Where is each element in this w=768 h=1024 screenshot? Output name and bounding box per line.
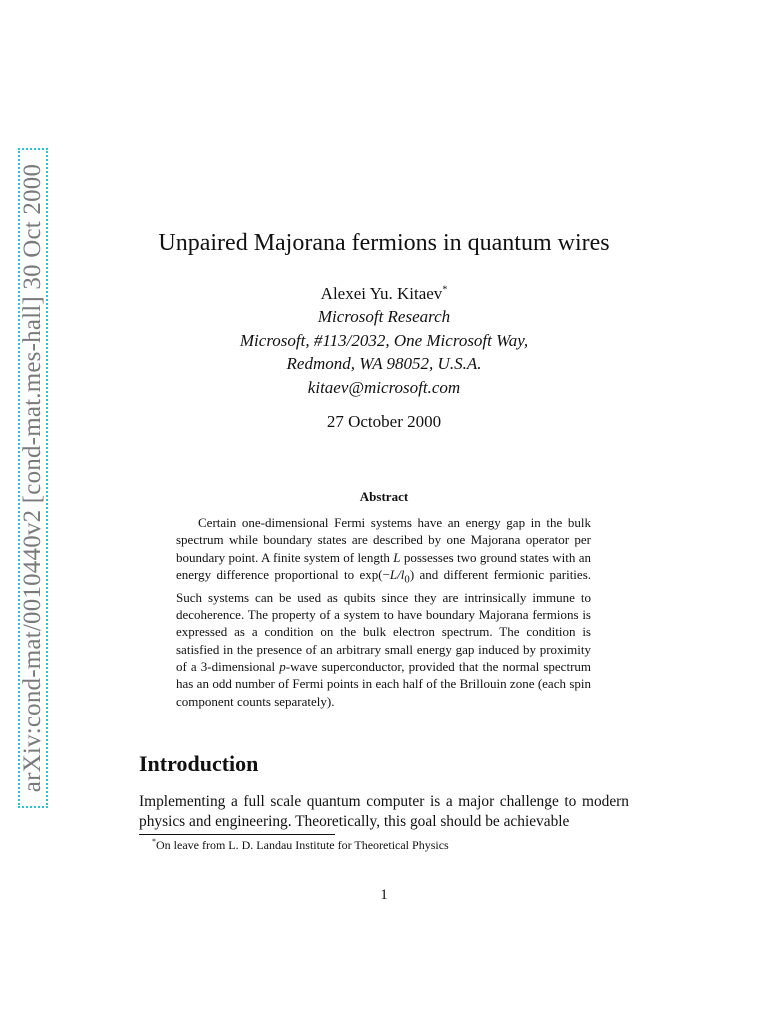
author-name (0, 284, 768, 304)
footnote-divider (139, 834, 335, 835)
abstract-symbol-p: p (279, 658, 286, 674)
affiliation-address-line-2: Redmond, WA 98052, U.S.A. (286, 354, 482, 373)
footnote-text: On leave from L. D. Landau Institute for Theoretical Physics (156, 838, 449, 852)
author-email: kitaev@microsoft.com (307, 377, 461, 397)
footnote-mark: * (152, 837, 156, 846)
paper-date: 27 October 2000 (326, 412, 442, 431)
abstract-exp-subscript: 0 (404, 573, 410, 586)
abstract-heading: Abstract (359, 489, 409, 504)
introduction-body: Implementing a full scale quantum computer is a major challenge to modern physics and engineering. Theoretically, this goal should be achievable (139, 793, 629, 830)
abstract-exp-argument: L/l (389, 566, 405, 582)
abstract-text-part-4: -wave superconductor, provided that the normal spectrum has an odd number of Fermi points in each half of the Brillouin zone (each spin component counts separately). (176, 658, 592, 709)
author-footnote-mark: * (442, 284, 448, 296)
paper-title: Unpaired Majorana fermions in quantum wires (158, 230, 610, 256)
abstract-symbol-L: L (393, 549, 401, 565)
arxiv-identifier-text: arXiv:cond-mat/0010440v2 [cond-mat.mes-hall] 30 Oct 2000 (19, 163, 46, 793)
abstract-text-part-3: ) and different fermionic parities. Such systems can be used as qubits since they are intrinsically immune to decoherence. The property of a system to have boundary Majorana fermions is expressed as a condition on the bulk electron spectrum. The condition is satisfied in the presence of an arbitrary small energy gap induced by proximity of a 3-dimensional (176, 566, 591, 674)
abstract-text-part-2: possesses two ground states with an energy difference proportional to exp(− (176, 549, 591, 582)
author-name-text: Alexei Yu. Kitaev (320, 284, 443, 303)
page-number: 1 (380, 887, 388, 903)
author-affiliation (0, 305, 768, 399)
section-heading-introduction: Introduction (139, 751, 259, 776)
abstract-text-part-1: Certain one-dimensional Fermi systems have an energy gap in the bulk spectrum while boundary states are described by one Majorana operator per boundary point. A finite system of length (176, 515, 591, 565)
abstract-body (176, 514, 591, 710)
affiliation-address-line-1: Microsoft, #113/2032, One Microsoft Way, (239, 330, 529, 350)
footnote (152, 837, 449, 853)
affiliation-organization: Microsoft Research (317, 307, 451, 326)
